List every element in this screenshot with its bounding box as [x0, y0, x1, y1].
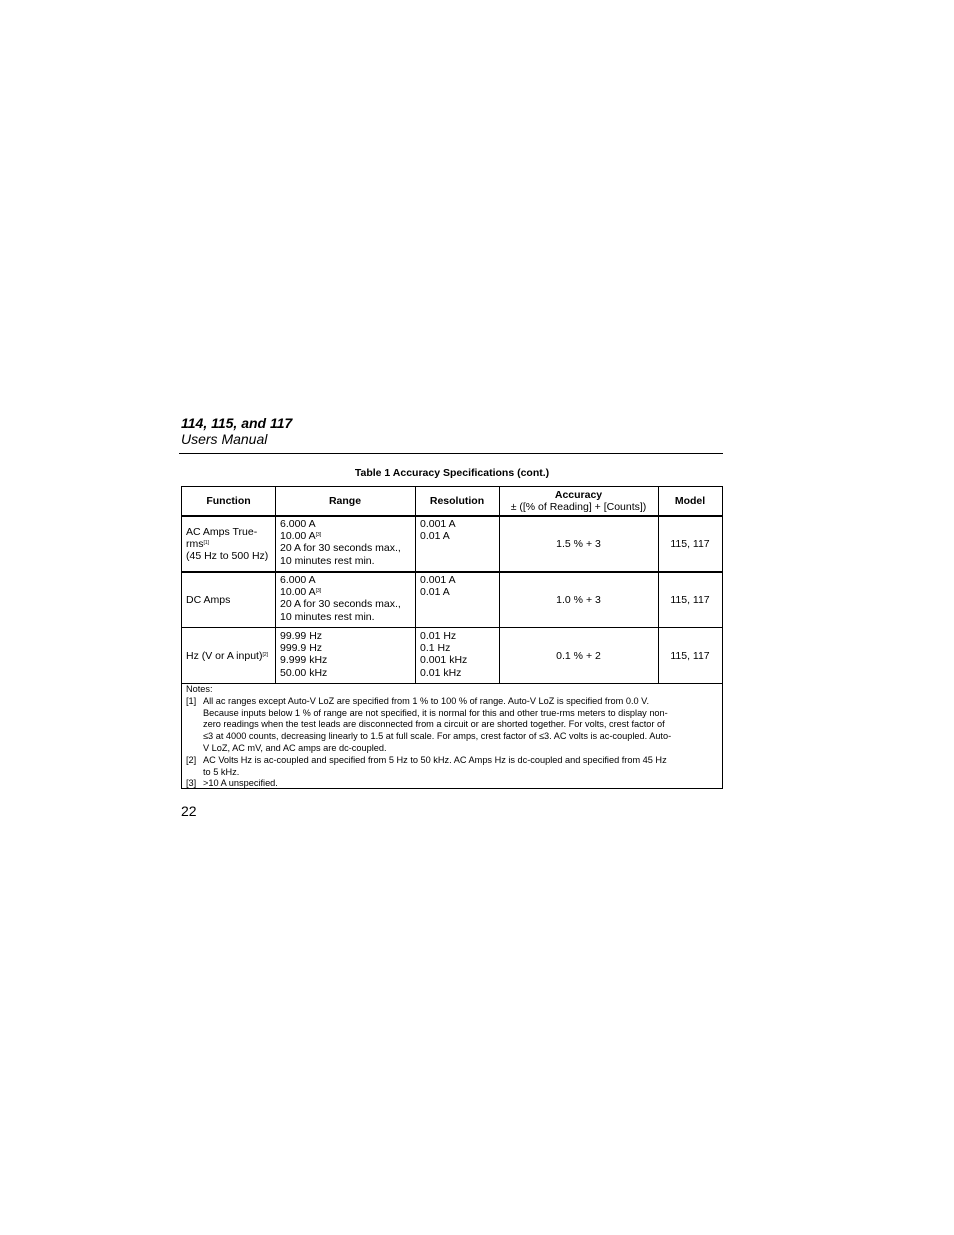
- range-line: 20 A for 30 seconds max.,: [280, 542, 401, 555]
- note-item: [186, 755, 721, 779]
- table-row-resolution: [420, 518, 499, 542]
- notes-title: Notes:: [186, 684, 213, 694]
- table-row-accuracy: 0.1 % + 2: [556, 649, 601, 662]
- table-notes: [186, 684, 721, 790]
- table-row-range: [280, 574, 415, 623]
- range-line: 10.00 A: [280, 586, 316, 599]
- manual-subtitle: Users Manual: [181, 431, 268, 447]
- resolution-line: 0.1 Hz: [420, 642, 451, 655]
- function-line: Hz (V or A input): [186, 649, 263, 662]
- function-line: rms: [186, 537, 204, 550]
- table-caption: Table 1 Accuracy Specifications (cont.): [354, 467, 550, 479]
- table-row-resolution: [420, 630, 499, 679]
- function-line: (45 Hz to 500 Hz): [186, 550, 269, 563]
- table-row-resolution: [420, 574, 499, 598]
- table-row-model: 115, 117: [670, 538, 710, 550]
- col-header-range: Range: [328, 495, 362, 507]
- range-line: 10 minutes rest min.: [280, 554, 375, 567]
- table-row-model: 115, 117: [670, 649, 710, 662]
- col-header-resolution: Resolution: [429, 495, 485, 507]
- note-item: [186, 778, 721, 790]
- manual-model-title: 114, 115, and 117: [181, 415, 293, 431]
- accuracy-title: Accuracy: [554, 489, 603, 501]
- accuracy-spec-table: [181, 486, 723, 789]
- note-number: [2]: [186, 754, 197, 765]
- note-line: Because inputs below 1 % of range are not specified, it is normal for this and other true-rms meters to display non-: [203, 707, 668, 718]
- footnote-ref: [2]: [262, 651, 269, 658]
- note-line: >10 A unspecified.: [203, 778, 278, 789]
- note-line: to 5 kHz.: [203, 766, 240, 777]
- note-number: [3]: [186, 778, 197, 789]
- accuracy-subtitle: ± ([% of Reading] + [Counts]): [510, 501, 647, 513]
- range-line: 20 A for 30 seconds max.,: [280, 598, 401, 611]
- resolution-line: 0.01 kHz: [420, 666, 462, 679]
- header-rule: [179, 453, 723, 454]
- range-line: 9.999 kHz: [280, 654, 328, 667]
- note-line: ≤3 at 4000 counts, decreasing linearly to 1.5 at full scale. For amps, crest factor of ≤3. AC volts is ac-coupled. Auto-: [203, 731, 672, 742]
- resolution-line: 0.001 A: [420, 518, 456, 530]
- resolution-line: 0.001 kHz: [420, 654, 468, 667]
- table-row-range: [280, 518, 415, 567]
- range-line: 99.99 Hz: [280, 630, 323, 642]
- table-row-model: 115, 117: [670, 594, 710, 606]
- table-row-function: [186, 517, 275, 571]
- range-line: 999.9 Hz: [280, 642, 323, 655]
- table-row-function: DC Amps: [186, 594, 231, 606]
- range-line: 6.000 A: [280, 518, 316, 530]
- col-header-accuracy: [499, 487, 658, 515]
- resolution-line: 0.001 A: [420, 574, 456, 586]
- function-line: AC Amps True-: [186, 525, 258, 538]
- resolution-line: 0.01 A: [420, 530, 450, 543]
- range-line: 50.00 kHz: [280, 666, 328, 679]
- note-number: [1]: [186, 695, 197, 706]
- table-row-accuracy: 1.5 % + 3: [556, 538, 601, 550]
- table-row-accuracy: 1.0 % + 3: [556, 594, 601, 606]
- resolution-line: 0.01 A: [420, 586, 450, 599]
- range-line: 10 minutes rest min.: [280, 610, 375, 623]
- col-header-function: Function: [206, 495, 251, 507]
- table-row-range: [280, 630, 415, 679]
- table-row-function: [186, 628, 275, 683]
- col-header-model: Model: [674, 495, 706, 507]
- footnote-ref: [3]: [315, 588, 322, 595]
- note-item: [186, 696, 721, 755]
- footnote-ref: [3]: [315, 532, 322, 539]
- footnote-ref: [1]: [203, 539, 210, 546]
- range-line: 10.00 A: [280, 530, 316, 543]
- range-line: 6.000 A: [280, 574, 316, 586]
- note-line: All ac ranges except Auto-V LoZ are specified from 1 % to 100 % of range. Auto-V LoZ is specified from 0.0 V.: [203, 695, 649, 706]
- note-line: V LoZ, AC mV, and AC amps are dc-coupled.: [203, 742, 387, 753]
- resolution-line: 0.01 Hz: [420, 630, 457, 642]
- note-line: zero readings when the test leads are disconnected from a circuit or are shorted together. For volts, crest factor of: [203, 719, 665, 730]
- note-line: AC Volts Hz is ac-coupled and specified from 5 Hz to 50 kHz. AC Amps Hz is dc-coupled and specified from 45 Hz: [203, 754, 667, 765]
- page-number: 22: [181, 803, 197, 819]
